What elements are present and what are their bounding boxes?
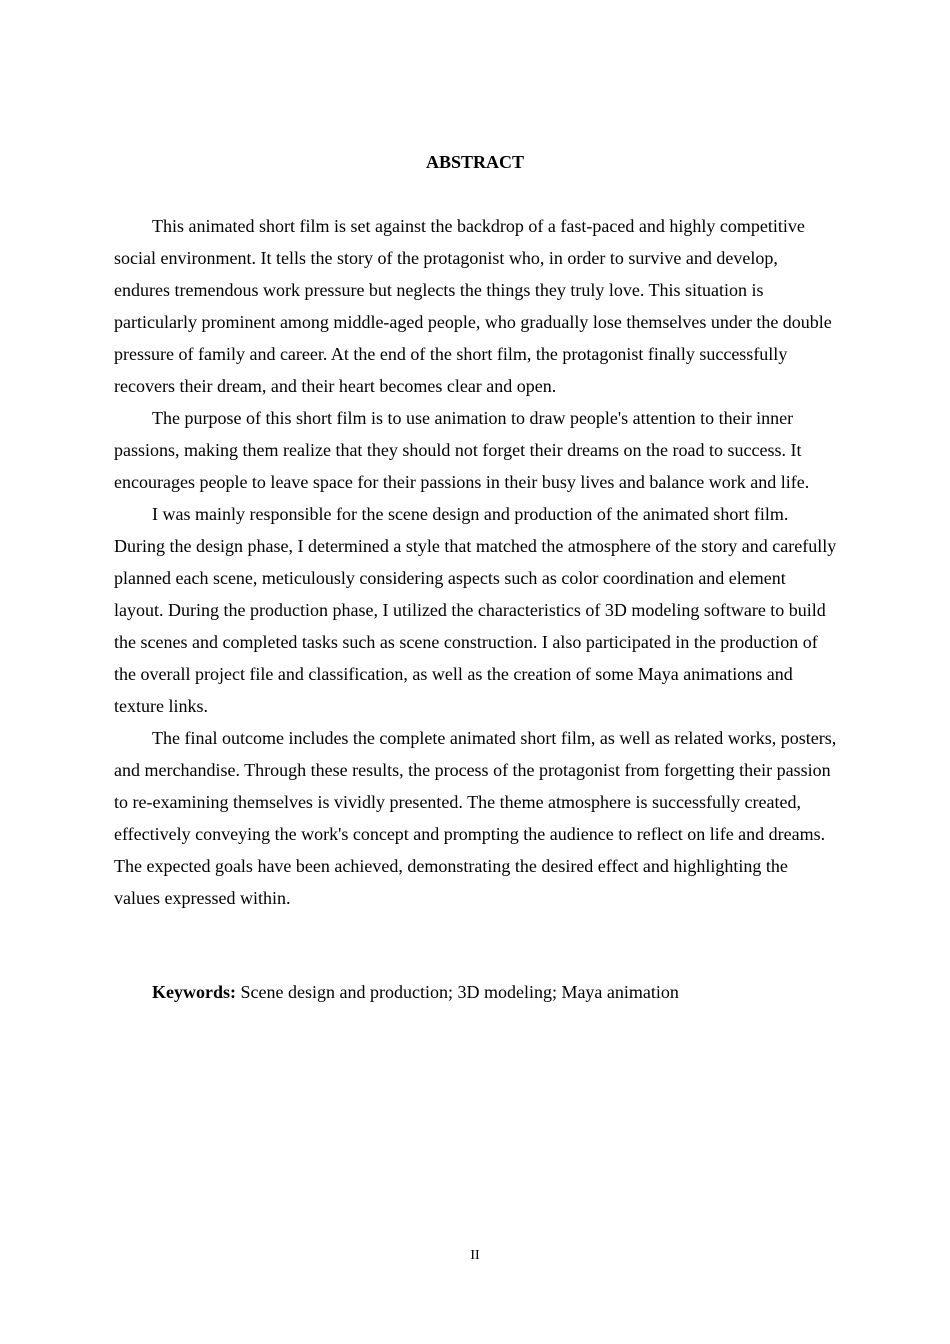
- keywords-text: Scene design and production; 3D modeling; Maya animation: [236, 982, 679, 1002]
- abstract-paragraph-4: The final outcome includes the complete animated short film, as well as related works, posters, and merchandise. Through these results, the process of the protagonist from forgetting their passion to re-examining themselves is vividly presented. The theme atmosphere is successfully created, effectively conveying the work's concept and prompting the audience to reflect on life and dreams. The expected goals have been achieved, demonstrating the desired effect and highlighting the values expressed within.: [114, 728, 837, 908]
- keywords-label: Keywords:: [152, 982, 236, 1002]
- abstract-paragraph-3: I was mainly responsible for the scene design and production of the animated short film. During the design phase, I determined a style that matched the atmosphere of the story and carefully planned each scene, meticulously considering aspects such as color coordination and element layout. During the production phase, I utilized the characteristics of 3D modeling software to build the scenes and completed tasks such as scene construction. I also participated in the production of the overall project file and classification, as well as the creation of some Maya animations and texture links.: [114, 504, 837, 716]
- abstract-paragraph-1: This animated short film is set against the backdrop of a fast-paced and highly competitive social environment. It tells the story of the protagonist who, in order to survive and develop, endures tremendous work pressure but neglects the things they truly love. This situation is particularly prominent among middle-aged people, who gradually lose themselves under the double pressure of family and career. At the end of the short film, the protagonist finally successfully recovers their dream, and their heart becomes clear and open.: [114, 216, 832, 396]
- abstract-paragraph-2: The purpose of this short film is to use animation to draw people's attention to their inner passions, making them realize that they should not forget their dreams on the road to success. It encourages people to leave space for their passions in their busy lives and balance work and life.: [114, 408, 810, 492]
- abstract-body: [114, 210, 838, 914]
- page-number: II: [470, 1248, 480, 1263]
- abstract-title: ABSTRACT: [425, 152, 525, 172]
- keywords-line: [114, 976, 838, 1008]
